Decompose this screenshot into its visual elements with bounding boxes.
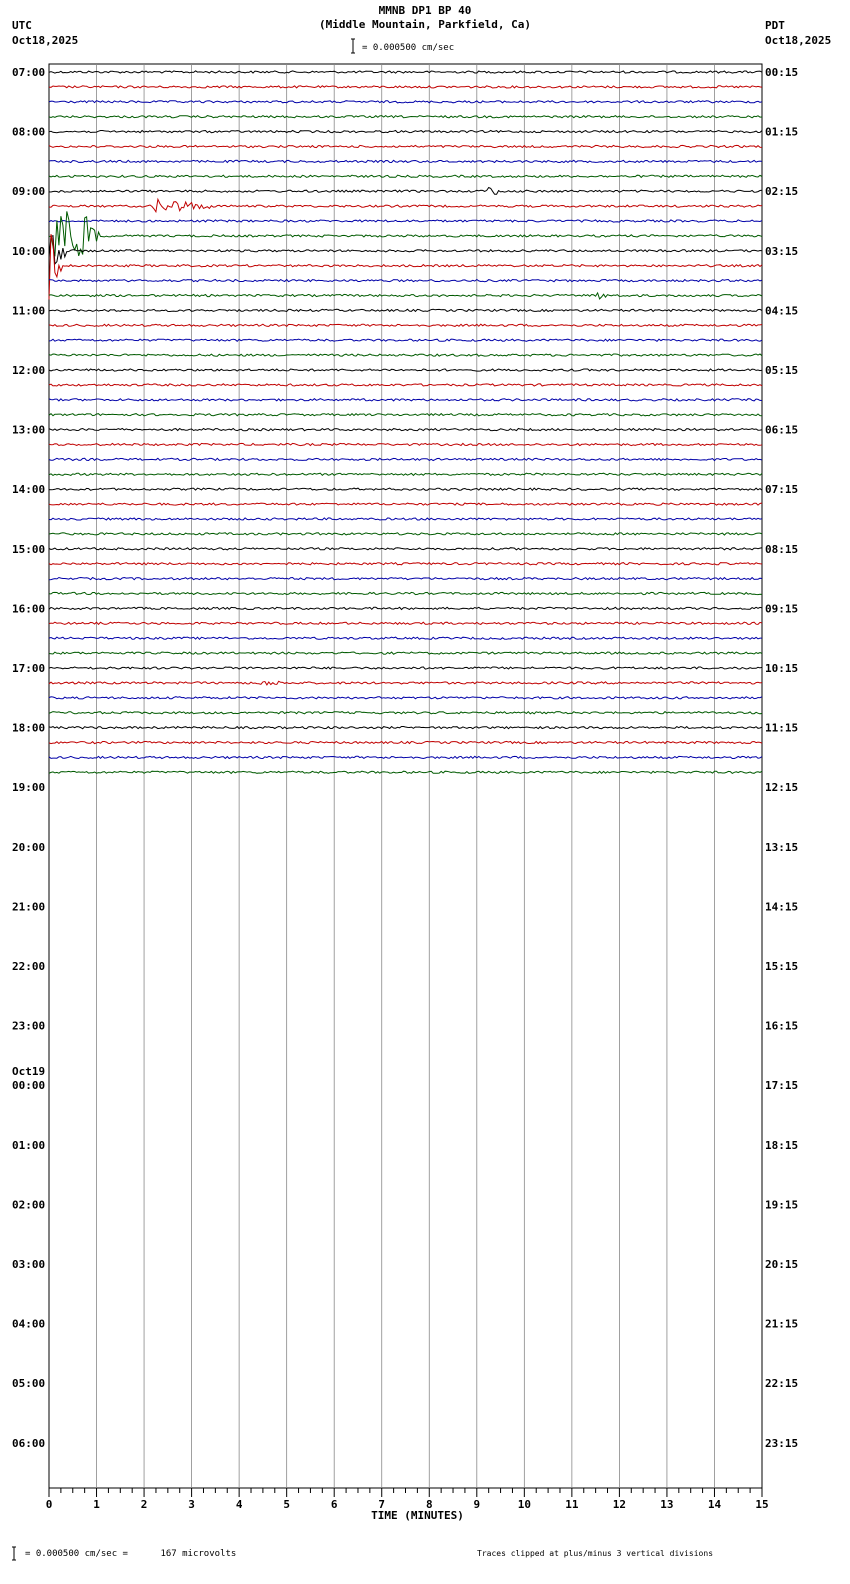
utc-hour-label: 21:00 xyxy=(12,900,46,914)
trace-line xyxy=(49,71,762,73)
trace-line xyxy=(49,622,762,624)
pdt-hour-label: 10:15 xyxy=(765,662,799,675)
trace-line xyxy=(49,145,762,147)
scale-bar-icon xyxy=(351,39,355,53)
trace-line xyxy=(49,458,762,460)
x-tick-label: 0 xyxy=(45,1498,53,1511)
pdt-hour-label: 19:15 xyxy=(765,1198,799,1212)
utc-hour-label: 11:00 xyxy=(12,304,46,318)
pdt-hour-label: 14:15 xyxy=(765,900,799,914)
utc-hour-label: 12:00 xyxy=(12,364,46,377)
station-title: MMNB DP1 BP 40 xyxy=(378,4,472,17)
x-tick-label: 10 xyxy=(517,1498,531,1511)
x-tick-label: 4 xyxy=(235,1498,243,1511)
left-date: Oct18,2025 xyxy=(12,34,79,47)
utc-hour-label: 02:00 xyxy=(12,1198,46,1212)
trace-line xyxy=(49,503,762,505)
trace-line xyxy=(49,637,762,639)
x-tick-label: 5 xyxy=(283,1498,290,1511)
pdt-hour-label: 20:15 xyxy=(765,1258,799,1271)
trace-line xyxy=(49,533,762,535)
trace-line xyxy=(49,414,762,416)
pdt-hour-label: 02:15 xyxy=(765,185,799,199)
utc-hour-label: 04:00 xyxy=(12,1317,46,1331)
right-timezone: PDT xyxy=(765,19,785,32)
utc-hour-label: 19:00 xyxy=(12,781,46,795)
trace-line xyxy=(49,101,762,103)
trace-line xyxy=(49,220,762,222)
trace-line xyxy=(49,712,762,714)
utc-hour-label: 22:00 xyxy=(12,960,46,973)
trace-line xyxy=(49,236,762,264)
utc-hour-label: 06:00 xyxy=(12,1436,46,1450)
pdt-hour-label: 18:15 xyxy=(765,1138,799,1152)
pdt-hour-label: 03:15 xyxy=(765,244,799,258)
utc-hour-label: 14:00 xyxy=(12,483,46,497)
trace-line xyxy=(49,399,762,401)
trace-line xyxy=(49,211,762,256)
trace-line xyxy=(49,309,762,311)
utc-hour-label: 01:00 xyxy=(12,1138,46,1152)
utc-hour-label: 10:00 xyxy=(12,244,46,258)
trace-line xyxy=(49,741,762,743)
utc-hour-label: 03:00 xyxy=(12,1258,46,1271)
trace-line xyxy=(49,131,762,133)
x-tick-label: 3 xyxy=(188,1498,195,1511)
pdt-hour-label: 16:15 xyxy=(765,1019,799,1033)
footer-clip-note: Traces clipped at plus/minus 3 vertical divisions xyxy=(477,1549,714,1558)
trace-line xyxy=(49,324,762,326)
trace-line xyxy=(49,771,762,773)
pdt-hour-label: 07:15 xyxy=(765,483,799,497)
plot-frame xyxy=(49,64,762,1488)
pdt-hour-label: 23:15 xyxy=(765,1436,799,1450)
utc-hour-label: 23:00 xyxy=(12,1019,46,1033)
station-location: (Middle Mountain, Parkfield, Ca) xyxy=(319,18,531,31)
trace-line xyxy=(49,293,762,299)
pdt-hour-label: 11:15 xyxy=(765,721,799,735)
trace-line xyxy=(49,592,762,594)
x-tick-label: 13 xyxy=(660,1498,674,1511)
utc-hour-label: 07:00 xyxy=(12,66,46,79)
footer-scale-note: = 0.000500 cm/sec = 167 microvolts xyxy=(25,1549,237,1559)
utc-hour-label: 16:00 xyxy=(12,602,46,616)
trace-line xyxy=(49,681,762,685)
pdt-hour-label: 22:15 xyxy=(765,1377,799,1391)
utc-hour-label: 20:00 xyxy=(12,840,46,854)
trace-line xyxy=(49,443,762,445)
x-tick-label: 14 xyxy=(707,1498,722,1511)
pdt-hour-label: 04:15 xyxy=(765,304,799,318)
date-change-label: Oct19 xyxy=(12,1065,46,1079)
trace-line xyxy=(49,369,762,371)
trace-line xyxy=(49,667,762,669)
trace-line xyxy=(49,607,762,609)
trace-line xyxy=(49,199,762,212)
trace-line xyxy=(49,175,762,177)
pdt-hour-label: 06:15 xyxy=(765,423,799,437)
x-tick-label: 12 xyxy=(612,1498,627,1511)
right-date: Oct18,2025 xyxy=(765,34,832,47)
utc-hour-label: 08:00 xyxy=(12,125,46,139)
x-tick-label: 9 xyxy=(473,1498,481,1511)
trace-line xyxy=(49,188,762,195)
trace-line xyxy=(49,384,762,386)
utc-hour-label: 13:00 xyxy=(12,423,46,437)
footer-scale-bar-icon xyxy=(12,1547,16,1560)
trace-line xyxy=(49,429,762,431)
utc-hour-label: 17:00 xyxy=(12,662,46,675)
trace-line xyxy=(49,234,762,299)
x-tick-label: 8 xyxy=(425,1498,433,1511)
x-tick-label: 1 xyxy=(93,1498,100,1511)
trace-line xyxy=(49,518,762,520)
utc-hour-label: 09:00 xyxy=(12,185,46,199)
x-tick-label: 15 xyxy=(755,1498,769,1511)
trace-line xyxy=(49,339,762,341)
trace-line xyxy=(49,756,762,758)
trace-line xyxy=(49,697,762,699)
trace-line xyxy=(49,727,762,729)
trace-line xyxy=(49,116,762,118)
pdt-hour-label: 15:15 xyxy=(765,960,799,973)
trace-line xyxy=(49,280,762,282)
scale-label: = 0.000500 cm/sec xyxy=(362,43,455,53)
trace-line xyxy=(49,578,762,580)
pdt-hour-label: 17:15 xyxy=(765,1079,799,1093)
pdt-hour-label: 05:15 xyxy=(765,364,799,377)
trace-line xyxy=(49,488,762,490)
pdt-hour-label: 08:15 xyxy=(765,542,799,556)
utc-hour-label: 00:00 xyxy=(12,1079,46,1093)
utc-hour-label: 15:00 xyxy=(12,542,46,556)
pdt-hour-label: 21:15 xyxy=(765,1317,799,1331)
trace-line xyxy=(49,354,762,356)
pdt-hour-label: 13:15 xyxy=(765,840,799,854)
x-tick-label: 2 xyxy=(140,1498,148,1511)
utc-hour-label: 05:00 xyxy=(12,1377,46,1391)
trace-line xyxy=(49,86,762,88)
utc-hour-label: 18:00 xyxy=(12,721,46,735)
trace-line xyxy=(49,652,762,654)
trace-line xyxy=(49,160,762,162)
pdt-hour-label: 12:15 xyxy=(765,781,799,795)
x-tick-label: 11 xyxy=(565,1498,579,1511)
x-tick-label: 6 xyxy=(330,1498,338,1511)
trace-line xyxy=(49,563,762,565)
pdt-hour-label: 01:15 xyxy=(765,125,799,139)
trace-line xyxy=(49,473,762,475)
left-timezone: UTC xyxy=(12,19,32,32)
pdt-hour-label: 00:15 xyxy=(765,66,799,79)
x-axis-label: TIME (MINUTES) xyxy=(371,1509,464,1522)
trace-line xyxy=(49,548,762,550)
pdt-hour-label: 09:15 xyxy=(765,602,799,616)
x-tick-label: 7 xyxy=(378,1498,386,1511)
